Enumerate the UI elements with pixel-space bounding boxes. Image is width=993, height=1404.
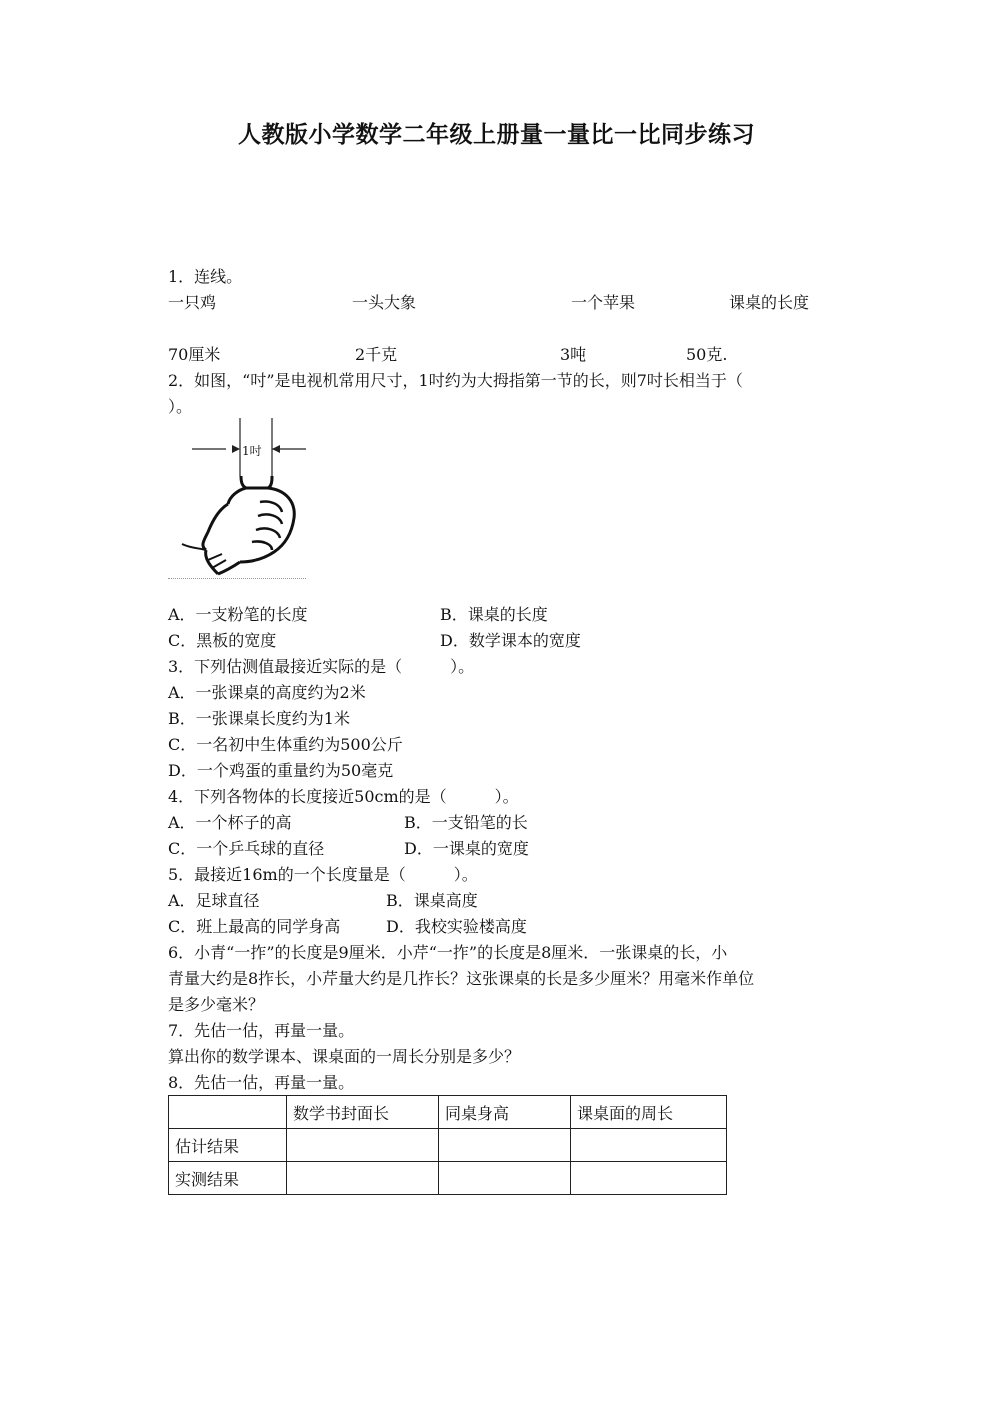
q1-value-2kg: 2千克 — [355, 345, 398, 364]
q6-line2: 青量大约是8拃长，小芹量大约是几拃长？这张课桌的长是多少厘米？用毫米作单位 — [168, 969, 755, 988]
q1-value-50g: 50克. — [686, 345, 728, 364]
q2-option-c: C．黑板的宽度 — [168, 631, 277, 650]
q1-item-elephant: 一头大象 — [352, 293, 417, 312]
q3-option-d: D．一个鸡蛋的重量约为50毫克 — [168, 761, 394, 780]
q1-stem: 1．连线。 — [168, 267, 243, 286]
q1-item-chicken: 一只鸡 — [168, 293, 217, 312]
q1-value-70cm: 70厘米 — [168, 345, 221, 364]
table-cell — [571, 1162, 727, 1195]
table-header-cell: 同桌身高 — [439, 1096, 571, 1129]
q8-stem: 8．先估一估，再量一量。 — [168, 1073, 355, 1092]
q3-option-b: B．一张课桌长度约为1米 — [168, 709, 350, 728]
q6-line3: 是多少毫米？ — [168, 995, 265, 1014]
q5-option-d: D．我校实验楼高度 — [386, 917, 527, 936]
q2-option-d: D．数学课本的宽度 — [440, 631, 581, 650]
inch-label: 1吋 — [242, 444, 262, 458]
figure-divider — [168, 578, 306, 579]
q5-option-b: B．课桌高度 — [386, 891, 478, 910]
q1-value-3t: 3吨 — [560, 345, 587, 364]
table-row — [169, 1162, 727, 1195]
table-row-label: 实测结果 — [169, 1162, 287, 1195]
q5-option-a: A．足球直径 — [168, 891, 260, 910]
table-cell — [287, 1162, 439, 1195]
q2-option-b: B．课桌的长度 — [440, 605, 548, 624]
table-corner-cell — [169, 1096, 287, 1129]
q2-stem-line1: 2．如图，“吋”是电视机常用尺寸，1吋约为大拇指第一节的长，则7吋长相当于（ — [168, 371, 743, 390]
q3-option-c: C．一名初中生体重约为500公斤 — [168, 735, 403, 754]
table-cell — [439, 1162, 571, 1195]
q3-option-a: A．一张课桌的高度约为2米 — [168, 683, 366, 702]
q6-line1: 6．小青“一拃”的长度是9厘米．小芹“一拃”的长度是8厘米．一张课桌的长，小 — [168, 943, 728, 962]
q4-option-d: D．一课桌的宽度 — [404, 839, 529, 858]
q1-item-apple: 一个苹果 — [571, 293, 636, 312]
q4-option-c: C．一个乒乓球的直径 — [168, 839, 325, 858]
table-header-cell: 数学书封面长 — [287, 1096, 439, 1129]
q4-option-b: B．一支铅笔的长 — [404, 813, 528, 832]
q2-stem-line2: ）。 — [168, 397, 193, 416]
q4-option-a: A．一个杯子的高 — [168, 813, 292, 832]
q3-stem: 3．下列估测值最接近实际的是（ ）。 — [168, 657, 475, 676]
q5-stem: 5．最接近16m的一个长度量是（ ）。 — [168, 865, 478, 884]
table-cell — [439, 1129, 571, 1162]
q7-line2: 算出你的数学课本、课桌面的一周长分别是多少？ — [168, 1047, 521, 1066]
table-row-label: 估计结果 — [169, 1129, 287, 1162]
q2-option-a: A．一支粉笔的长度 — [168, 605, 308, 624]
table-cell — [287, 1129, 439, 1162]
q7-line1: 7．先估一估，再量一量。 — [168, 1021, 355, 1040]
q1-item-desk-length: 课桌的长度 — [729, 293, 810, 312]
q5-option-c: C．班上最高的同学身高 — [168, 917, 341, 936]
measurement-table — [168, 1095, 727, 1195]
page-title: 人教版小学数学二年级上册量一量比一比同步练习 — [238, 122, 755, 148]
table-header-row — [169, 1096, 727, 1129]
thumb-inch-figure — [168, 414, 308, 582]
table-row — [169, 1129, 727, 1162]
q4-stem: 4．下列各物体的长度接近50cm的是（ ）。 — [168, 787, 519, 806]
table-cell — [571, 1129, 727, 1162]
table-header-cell: 课桌面的周长 — [571, 1096, 727, 1129]
